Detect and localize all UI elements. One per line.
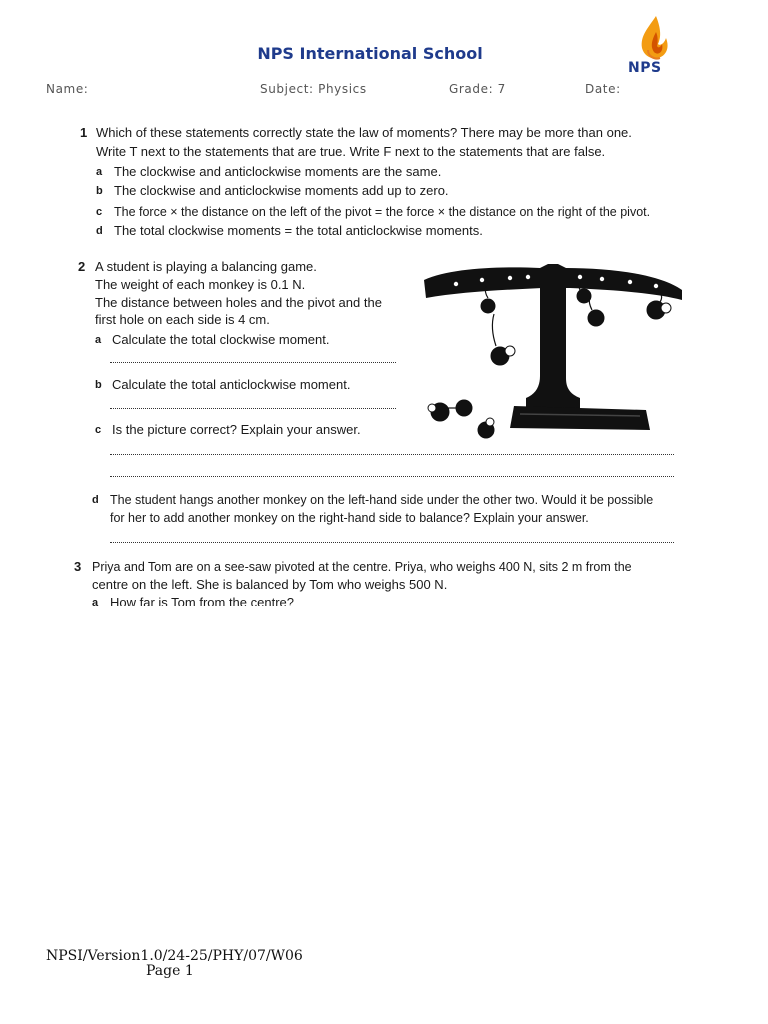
q1-item-a-letter: a xyxy=(96,166,103,178)
q3-line2: centre on the left. She is balanced by Tom who weighs 500 N. xyxy=(92,577,448,592)
q2-line1: A student is playing a balancing game. xyxy=(95,259,317,274)
q1-item-d-text: The total clockwise moments = the total anticlockwise moments. xyxy=(114,223,483,238)
q2-number: 2 xyxy=(78,259,86,274)
subject-label: Subject: Physics xyxy=(260,82,367,96)
balancing-game-illustration xyxy=(420,258,690,448)
q2d-line2: for her to add another monkey on the right-hand side to balance? Explain your answer. xyxy=(110,511,589,525)
q2a-letter: a xyxy=(95,334,102,346)
school-title: NPS International School xyxy=(257,44,483,63)
q2b-letter: b xyxy=(95,379,102,391)
q1-item-b-letter: b xyxy=(96,185,103,197)
q3a-text: How far is Tom from the centre? xyxy=(110,595,294,606)
q2b-answer-line xyxy=(110,408,396,409)
q2c-letter: c xyxy=(95,424,102,436)
q1-item-c-text: The force × the distance on the left of the pivot = the force × the distance on the right of the pivot. xyxy=(114,205,651,219)
q1-item-a-text: The clockwise and anticlockwise moments are the same. xyxy=(114,164,442,179)
logo-text: NPS xyxy=(628,60,662,76)
q1-line2: Write T next to the statements that are true. Write F next to the statements that are false. xyxy=(96,144,606,159)
q2b-text: Calculate the total anticlockwise moment. xyxy=(112,377,351,392)
q2-line2: The weight of each monkey is 0.1 N. xyxy=(95,277,306,292)
footer-doc-code: NPSI/Version1.0/24-25/PHY/07/W06 xyxy=(46,948,303,964)
school-logo xyxy=(622,14,686,80)
worksheet-scan xyxy=(70,118,690,608)
q2-line4: first hole on each side is 4 cm. xyxy=(95,312,270,327)
q1-number: 1 xyxy=(80,125,88,140)
flame-logo-icon xyxy=(622,14,686,62)
q3a-letter: a xyxy=(92,597,99,606)
q1-item-d-letter: d xyxy=(96,225,103,237)
q2d-line1: The student hangs another monkey on the left-hand side under the other two. Would it be possible xyxy=(110,493,654,507)
q2c-answer-line-2 xyxy=(110,476,674,477)
date-label: Date: xyxy=(585,82,621,96)
name-label: Name: xyxy=(46,82,89,96)
q2a-answer-line xyxy=(110,362,396,363)
q2c-text: Is the picture correct? Explain your answer. xyxy=(112,422,361,437)
q1-item-c-letter: c xyxy=(96,206,103,218)
q2d-letter: d xyxy=(92,494,99,506)
q2d-answer-line xyxy=(110,542,674,543)
grade-label: Grade: 7 xyxy=(449,82,506,96)
q1-item-b-text: The clockwise and anticlockwise moments add up to zero. xyxy=(114,183,449,198)
q2-line3: The distance between holes and the pivot and the xyxy=(95,295,382,310)
footer-page-number: Page 1 xyxy=(146,963,194,979)
q2c-answer-line-1 xyxy=(110,454,674,455)
q1-line1: Which of these statements correctly state the law of moments? There may be more than one. xyxy=(96,125,632,140)
q3a-clip xyxy=(70,592,690,606)
q3-line1: Priya and Tom are on a see-saw pivoted at the centre. Priya, who weighs 400 N, sits 2 m from the xyxy=(92,560,632,574)
q3-number: 3 xyxy=(74,559,82,574)
q2a-text: Calculate the total clockwise moment. xyxy=(112,332,330,347)
